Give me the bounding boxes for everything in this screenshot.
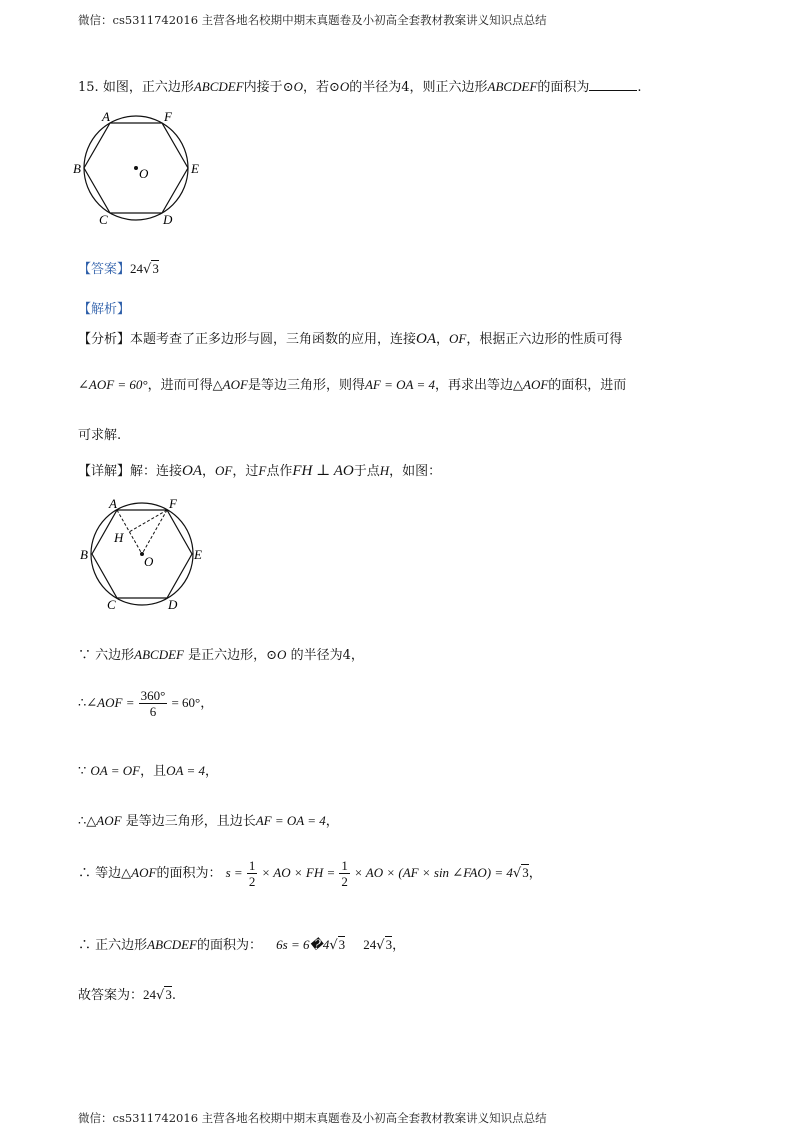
fraction-360-6: $\frac{360^\circ}{6}$: [140, 688, 166, 719]
answer-blank: [589, 79, 637, 91]
hexagon-figure-with-h: [76, 496, 216, 616]
label-e: E: [191, 161, 199, 176]
label-a-2: A: [109, 496, 117, 511]
analysis-line-2: ∠AOF = 60°，进而可得△AOF是等边三角形，则得AF = OA = 4，再求出等边△AOF的面积，进而: [78, 377, 627, 393]
step-3: ∵ OA = OF，且OA = 4，: [78, 763, 219, 779]
fraction-1-2-a: $\frac{1}{2}$: [248, 858, 256, 889]
question-text: 15. 如图，正六边形ABCDEF内接于⊙O，若⊙O的半径为4，则正六边形ABCDEF的面积为 .: [78, 79, 642, 95]
label-d: D: [163, 212, 173, 227]
label-o: O: [139, 166, 149, 181]
label-e-2: E: [194, 547, 202, 562]
step-2: ∴∠AOF = $\frac{360^\circ}{6}$ = 60°，: [78, 688, 214, 719]
hexagon-figure: [70, 108, 210, 230]
label-f: F: [164, 109, 172, 124]
label-h: H: [114, 530, 124, 545]
analysis-tag: 【解析】: [78, 302, 131, 317]
label-o-2: O: [144, 554, 154, 569]
segment-fo: [142, 510, 167, 554]
label-d-2: D: [168, 597, 178, 612]
analysis-line-1: 【分析】本题考查了正多边形与圆，三角函数的应用，连接OA，OF，根据正六边形的性质可得: [78, 331, 623, 347]
step-1: ∵ 六边形ABCDEF 是正六边形，⊙O 的半径为4，: [78, 647, 364, 663]
answer-line: 【答案】24√3: [78, 261, 159, 277]
step-5: ∴ 等边△AOF的面积为： s = $\frac{1}{2}$ × AO × FH = $\frac{1}{2}$ × AO × (AF × sin ∠FAO) = 4√3，: [78, 858, 542, 889]
label-b: B: [73, 161, 81, 176]
step-7: 故答案为：24√3.: [78, 987, 176, 1003]
label-c-2: C: [107, 597, 116, 612]
page-header: 微信：cs5311742016 主营各地名校期中期末真题卷及小初高全套教材教案讲义知识点总结: [78, 13, 547, 27]
step-6: ∴ 正六边形ABCDEF的面积为： 6s = 6�4√3 24√3，: [78, 937, 406, 953]
label-c: C: [99, 212, 108, 227]
step-4: ∴△AOF 是等边三角形，且边长AF = OA = 4，: [78, 813, 339, 829]
page-footer: 微信：cs5311742016 主营各地名校期中期末真题卷及小初高全套教材教案讲义知识点总结: [78, 1111, 547, 1125]
fraction-1-2-b: $\frac{1}{2}$: [341, 858, 348, 889]
label-b-2: B: [80, 547, 88, 562]
center-point: [134, 166, 138, 170]
label-f-2: F: [169, 496, 177, 511]
label-a: A: [102, 109, 110, 124]
detail-line: 【详解】解：连接OA，OF，过F点作FH ⊥ AO于点H，如图：: [78, 463, 442, 479]
analysis-line-3: 可求解.: [78, 428, 122, 443]
